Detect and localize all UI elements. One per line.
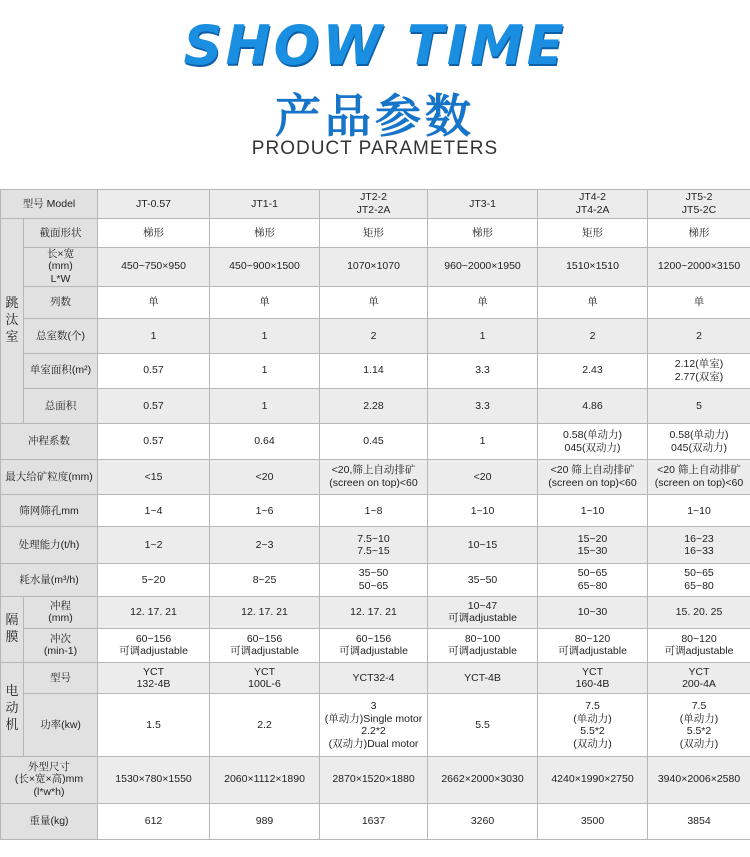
- value-cell: 0.64: [210, 424, 320, 459]
- value-cell: 梯形: [428, 219, 538, 247]
- value-cell: 0.45: [320, 424, 428, 459]
- value-cell: <20,筛上自动排矿 (screen on top)<60: [320, 459, 428, 494]
- value-cell: 4240×1990×2750: [538, 756, 648, 803]
- row-label: 耗水量(m³/h): [1, 563, 98, 596]
- value-cell: 35~50: [428, 563, 538, 596]
- value-cell: 1: [428, 424, 538, 459]
- value-cell: 1~10: [648, 495, 750, 527]
- model-name-cell: JT3-1: [428, 190, 538, 219]
- row-label: 外型尺寸 (长×宽×高)mm (l*w*h): [1, 756, 98, 803]
- group-label-jig-chamber: 跳 汰 室: [1, 219, 24, 424]
- value-cell: 0.57: [98, 424, 210, 459]
- value-cell: 1: [210, 388, 320, 423]
- value-cell: 1~10: [538, 495, 648, 527]
- table-row-screen-hole: [1, 495, 750, 527]
- value-cell: 2662×2000×3030: [428, 756, 538, 803]
- row-label: 型号: [24, 662, 98, 693]
- value-cell: 梯形: [210, 219, 320, 247]
- value-cell: 15~20 15~30: [538, 527, 648, 563]
- table-row-unit-area: [1, 353, 750, 388]
- value-cell: 单: [320, 286, 428, 318]
- value-cell: YCT 132-4B: [98, 662, 210, 693]
- value-cell: 12. 17. 21: [320, 597, 428, 628]
- row-label: 截面形状: [24, 219, 98, 247]
- value-cell: 612: [98, 803, 210, 840]
- row-label: 总室数(个): [24, 319, 98, 353]
- table-row-length-width: [1, 247, 750, 286]
- value-cell: <20: [428, 459, 538, 494]
- value-cell: 60~156 可调adjustable: [320, 628, 428, 662]
- model-name-cell: JT1-1: [210, 190, 320, 219]
- row-label: 重量(kg): [1, 803, 98, 840]
- value-cell: 矩形: [538, 219, 648, 247]
- value-cell: 单: [428, 286, 538, 318]
- value-cell: <20 筛上自动排矿 (screen on top)<60: [538, 459, 648, 494]
- table-row-stroke: [1, 597, 750, 628]
- show-time-title: SHOW TIME: [183, 14, 567, 77]
- model-name-cell: JT2-2 JT2-2A: [320, 190, 428, 219]
- table-row-total-chambers: [1, 319, 750, 353]
- value-cell: YCT-4B: [428, 662, 538, 693]
- group-label-motor: 电 动 机: [1, 662, 24, 756]
- value-cell: 1~10: [428, 495, 538, 527]
- value-cell: 1530×780×1550: [98, 756, 210, 803]
- value-cell: 2870×1520×1880: [320, 756, 428, 803]
- value-cell: 10~15: [428, 527, 538, 563]
- value-cell: 单: [538, 286, 648, 318]
- table-row-max-feed: [1, 459, 750, 494]
- value-cell: 单: [648, 286, 750, 318]
- value-cell: 50~65 65~80: [538, 563, 648, 596]
- value-cell: 1~6: [210, 495, 320, 527]
- model-name-cell: JT-0.57: [98, 190, 210, 219]
- value-cell: 960~2000×1950: [428, 247, 538, 286]
- value-cell: 80~120 可调adjustable: [538, 628, 648, 662]
- value-cell: 4.86: [538, 388, 648, 423]
- row-label: 单室面积(m²): [24, 353, 98, 388]
- value-cell: 12. 17. 21: [98, 597, 210, 628]
- value-cell: 2: [648, 319, 750, 353]
- value-cell: 3854: [648, 803, 750, 840]
- value-cell: 2.2: [210, 694, 320, 757]
- page-title-cn: 产品参数: [275, 89, 475, 143]
- header-banner: [0, 0, 750, 185]
- value-cell: 450~900×1500: [210, 247, 320, 286]
- value-cell: <15: [98, 459, 210, 494]
- row-label: 列数: [24, 286, 98, 318]
- model-name-cell: JT4-2 JT4-2A: [538, 190, 648, 219]
- value-cell: 0.57: [98, 388, 210, 423]
- value-cell: 0.57: [98, 353, 210, 388]
- table-row-total-area: [1, 388, 750, 423]
- value-cell: 8~25: [210, 563, 320, 596]
- value-cell: 1~2: [98, 527, 210, 563]
- value-cell: 5~20: [98, 563, 210, 596]
- row-label: 冲程系数: [1, 424, 98, 459]
- value-cell: 0.58(单动力) 045(双动力): [648, 424, 750, 459]
- value-cell: 7.5 (单动力) 5.5*2 (双动力): [538, 694, 648, 757]
- value-cell: 2.12(单室) 2.77(双室): [648, 353, 750, 388]
- value-cell: 10~30: [538, 597, 648, 628]
- model-label-cell: 型号 Model: [1, 190, 98, 219]
- row-label: 最大给矿粒度(mm): [1, 459, 98, 494]
- table-row-motor-model: [1, 662, 750, 693]
- value-cell: 80~120 可调adjustable: [648, 628, 750, 662]
- value-cell: 2.43: [538, 353, 648, 388]
- value-cell: 2.28: [320, 388, 428, 423]
- value-cell: 12. 17. 21: [210, 597, 320, 628]
- value-cell: 60~156 可调adjustable: [98, 628, 210, 662]
- value-cell: 989: [210, 803, 320, 840]
- row-label: 总面积: [24, 388, 98, 423]
- value-cell: 5: [648, 388, 750, 423]
- table-row-weight: [1, 803, 750, 840]
- value-cell: 梯形: [648, 219, 750, 247]
- table-row-capacity: [1, 527, 750, 563]
- value-cell: 35~50 50~65: [320, 563, 428, 596]
- value-cell: 7.5~10 7.5~15: [320, 527, 428, 563]
- value-cell: 3.3: [428, 388, 538, 423]
- value-cell: 1200~2000×3150: [648, 247, 750, 286]
- row-label: 处理能力(t/h): [1, 527, 98, 563]
- value-cell: 1: [210, 319, 320, 353]
- value-cell: 7.5 (单动力) 5.5*2 (双动力): [648, 694, 750, 757]
- row-label: 长×宽 (mm) L*W: [24, 247, 98, 286]
- table-row-strokes-per-min: [1, 628, 750, 662]
- value-cell: YCT 200-4A: [648, 662, 750, 693]
- table-row-dimensions: [1, 756, 750, 803]
- value-cell: 0.58(单动力) 045(双动力): [538, 424, 648, 459]
- value-cell: 1: [98, 319, 210, 353]
- value-cell: 3260: [428, 803, 538, 840]
- value-cell: 1~8: [320, 495, 428, 527]
- table-row-section-shape: [1, 219, 750, 247]
- value-cell: 1: [428, 319, 538, 353]
- value-cell: 单: [98, 286, 210, 318]
- row-label: 筛网筛孔mm: [1, 495, 98, 527]
- row-label: 冲程 (mm): [24, 597, 98, 628]
- table-row-water: [1, 563, 750, 596]
- value-cell: 5.5: [428, 694, 538, 757]
- value-cell: 单: [210, 286, 320, 318]
- value-cell: 2~3: [210, 527, 320, 563]
- value-cell: 3 (单动力)Single motor 2.2*2 (双动力)Dual motor: [320, 694, 428, 757]
- value-cell: 16~23 16~33: [648, 527, 750, 563]
- value-cell: 80~100 可调adjustable: [428, 628, 538, 662]
- table-row-motor-power: [1, 694, 750, 757]
- value-cell: 3.3: [428, 353, 538, 388]
- value-cell: 1~4: [98, 495, 210, 527]
- value-cell: 1510×1510: [538, 247, 648, 286]
- model-name-cell: JT5-2 JT5-2C: [648, 190, 750, 219]
- value-cell: 1: [210, 353, 320, 388]
- value-cell: YCT32-4: [320, 662, 428, 693]
- value-cell: 3940×2006×2580: [648, 756, 750, 803]
- product-parameters-table: [0, 189, 750, 840]
- value-cell: 2: [538, 319, 648, 353]
- group-label-diaphragm: 隔 膜: [1, 597, 24, 663]
- value-cell: 梯形: [98, 219, 210, 247]
- table-row-columns: [1, 286, 750, 318]
- value-cell: <20: [210, 459, 320, 494]
- value-cell: <20 筛上自动排矿 (screen on top)<60: [648, 459, 750, 494]
- value-cell: 矩形: [320, 219, 428, 247]
- value-cell: 60~156 可调adjustable: [210, 628, 320, 662]
- row-label: 功率(kw): [24, 694, 98, 757]
- value-cell: YCT 100L-6: [210, 662, 320, 693]
- row-label: 冲次 (min-1): [24, 628, 98, 662]
- value-cell: 2060×1112×1890: [210, 756, 320, 803]
- value-cell: 3500: [538, 803, 648, 840]
- value-cell: 50~65 65~80: [648, 563, 750, 596]
- value-cell: YCT 160-4B: [538, 662, 648, 693]
- value-cell: 1.5: [98, 694, 210, 757]
- table-row-stroke-coef: [1, 424, 750, 459]
- table-row-header: [1, 190, 750, 219]
- value-cell: 1637: [320, 803, 428, 840]
- value-cell: 2: [320, 319, 428, 353]
- page-title-en: PRODUCT PARAMETERS: [251, 138, 499, 159]
- value-cell: 1.14: [320, 353, 428, 388]
- value-cell: 450~750×950: [98, 247, 210, 286]
- value-cell: 15. 20. 25: [648, 597, 750, 628]
- value-cell: 1070×1070: [320, 247, 428, 286]
- value-cell: 10~47 可调adjustable: [428, 597, 538, 628]
